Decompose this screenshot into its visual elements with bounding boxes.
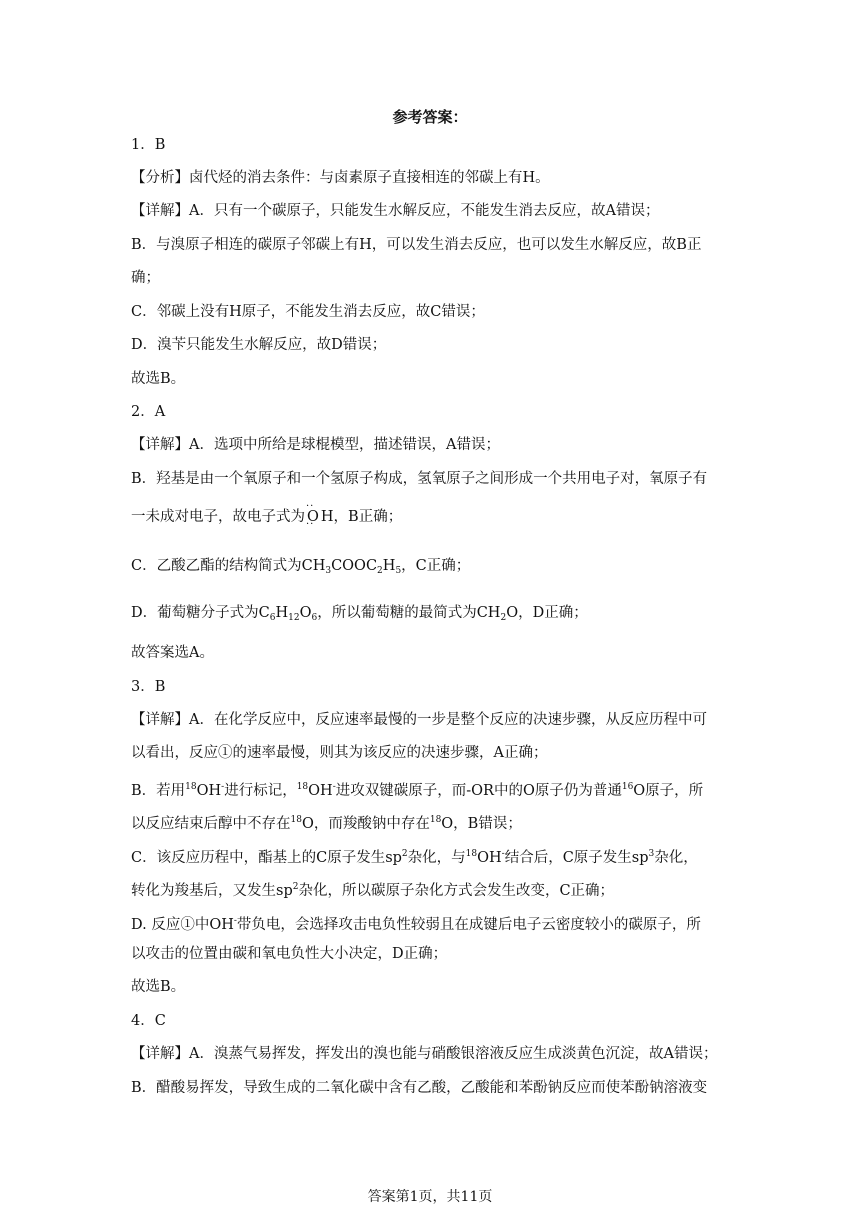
q2-b2-prefix: 一未成对电子，故电子式为 [131, 509, 305, 525]
q2-d-mid: ，所以葡萄糖的最简式为 [317, 605, 477, 621]
q3-option-c-line1: C．该反应历程中，酯基上的C原子发生$sp^2$杂化，与$^{18}$OH-结合后，C原子发生$sp^3$杂化， [131, 849, 698, 866]
q2-option-d [131, 603, 731, 628]
q3-detail-a-line2: 以看出，反应①的速率最慢，则其为该反应的决速步骤，A正确； [131, 745, 548, 761]
q1-conclusion: 故选B。 [131, 371, 186, 387]
formula-ethyl-acetate: $CH_3COOC_2H_5$ [301, 558, 402, 576]
q2-d-suffix: ，D正确； [518, 605, 588, 621]
q2-option-b-line2 [131, 507, 731, 527]
q3-option-b-line1: B．若用$^{18}$OH-进行标记，$^{18}$OH-进攻双键碳原子，而-OR中的O原子仍为普通$^{16}$O原子，所 [131, 782, 704, 799]
q2-detail-a: 【详解】A．选项中所给是球棍模型，描述错误，A错误； [131, 437, 500, 453]
q3-option-d-line1: D. 反应①中OH-带负电，会选择攻击电负性较弱且在成键后电子云密度较小的碳原子，所 [131, 916, 701, 933]
q1-option-d: D．溴苄只能发生水解反应，故D错误； [131, 337, 387, 353]
q1-number: 1．B [131, 137, 166, 153]
formula-simplest: $CH_2O$ [476, 605, 519, 623]
q1-option-b-line2: 确； [131, 270, 160, 286]
q1-option-b-line1: B．与溴原子相连的碳原子邻碳上有H，可以发生消去反应，也可以发生水解反应，故B正 [131, 237, 702, 253]
electron-dot-o: ·· O ·· [305, 507, 321, 527]
page-footer: 答案第1页，共11页 [367, 1189, 493, 1205]
q2-option-c [131, 556, 731, 581]
q3-detail-a-line1: 【详解】A．在化学反应中，反应速率最慢的一步是整个反应的决速步骤，从反应历程中可 [131, 712, 707, 728]
q1-detail-a: 【详解】A．只有一个碳原子，只能发生水解反应，不能发生消去反应，故A错误； [131, 203, 660, 219]
q2-option-b-line1: B．羟基是由一个氧原子和一个氢原子构成，氢氧原子之间形成一个共用电子对，氧原子有 [131, 471, 708, 487]
q4-number: 4．C [131, 1013, 166, 1029]
q4-detail-a: 【详解】A．溴蒸气易挥发，挥发出的溴也能与硝酸银溶液反应生成淡黄色沉淀，故A错误； [131, 1046, 718, 1062]
q2-conclusion: 故答案选A。 [131, 645, 214, 661]
formula-glucose: $C_6H_{12}O_6$ [258, 605, 318, 623]
q2-c-suffix: ，C正确； [401, 558, 471, 574]
q3-number: 3．B [131, 679, 166, 695]
q2-number: 2．A [131, 404, 166, 420]
q2-d-prefix: D．葡萄糖分子式为 [131, 605, 259, 621]
page-title: 参考答案： [392, 108, 468, 126]
q2-c-prefix: C．乙酸乙酯的结构简式为 [131, 558, 302, 574]
q3-option-c-line2: 转化为羧基后，又发生$sp^2$杂化，所以碳原子杂化方式会发生改变，C正确； [131, 882, 615, 899]
q4-option-b: B．醋酸易挥发，导致生成的二氧化碳中含有乙酸，乙酸能和苯酚钠反应而使苯酚钠溶液变 [131, 1080, 708, 1096]
q1-option-c: C．邻碳上没有H原子，不能发生消去反应，故C错误； [131, 304, 485, 320]
q2-b2-suffix: H，B正确； [320, 509, 403, 525]
q3-conclusion: 故选B。 [131, 979, 186, 995]
q3-option-b-line2: 以反应结束后醇中不存在$^{18}$O，而羧酸钠中存在$^{18}$O，B错误； [131, 815, 522, 832]
q3-option-d-line2: 以攻击的位置由碳和氧电负性大小决定，D正确； [131, 946, 448, 962]
q1-analysis: 【分析】卤代烃的消去条件：与卤素原子直接相连的邻碳上有H。 [131, 170, 550, 186]
